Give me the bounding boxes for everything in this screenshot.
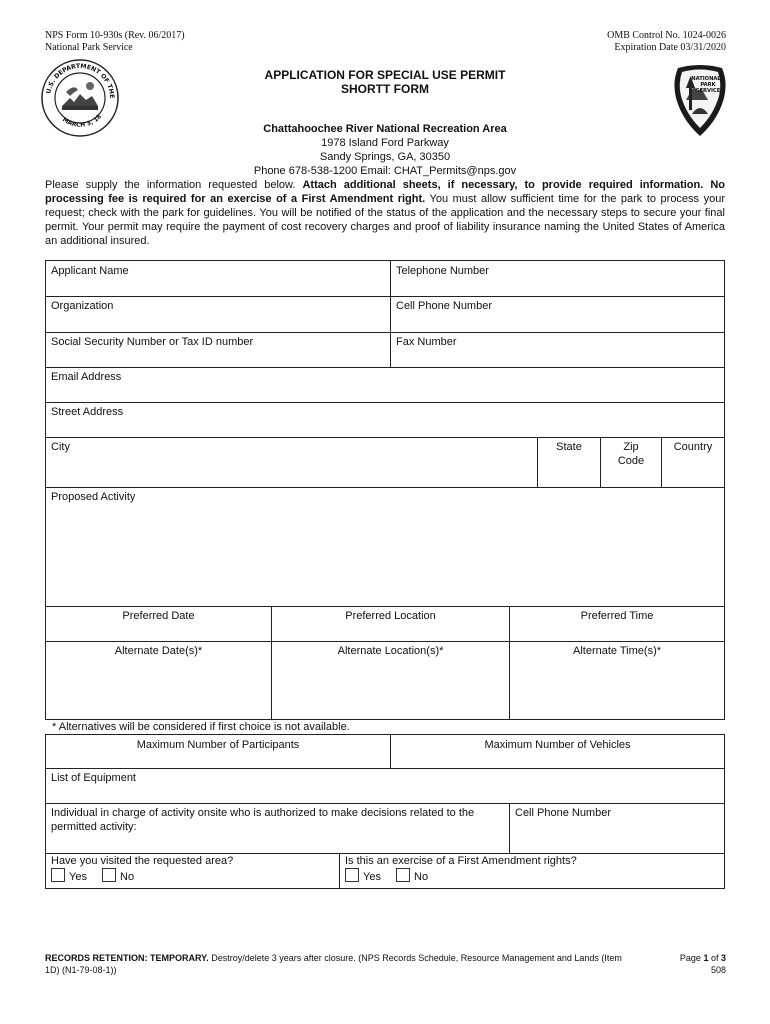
telephone-label: Telephone Number: [396, 265, 489, 277]
alternates-note: * Alternatives will be considered if first choice is not available.: [52, 721, 350, 733]
ssn-tax-id-field[interactable]: [45, 332, 391, 368]
expiration-date: Expiration Date 03/31/2020: [614, 42, 726, 53]
intro-lead: Please supply the information requested below.: [45, 179, 296, 191]
page-info: [660, 952, 726, 976]
seal-date-text: MARCH 3, 18: [60, 113, 104, 129]
proposed-activity-label: Proposed Activity: [51, 491, 136, 503]
park-contact: Phone 678-538-1200 Email: CHAT_Permits@nps.gov: [253, 165, 517, 177]
first-amendment-no-checkbox[interactable]: [396, 868, 410, 882]
intro-rest: You must allow sufficient time for the park to process your request; check with the park for guidelines. You will be notified of the status of the application and the necessary steps to secure your final permit. Your permit may require the payment of cost recovery charges and proof of liability insurance naming the United States of America an additional insured.: [45, 193, 725, 247]
records-retention-footer: [45, 952, 630, 976]
park-address-line-2: Sandy Springs, GA, 30350: [319, 151, 451, 163]
preferred-time-label: Preferred Time: [580, 610, 654, 622]
preferred-time-field[interactable]: [509, 606, 725, 642]
zip-label: Zip: [623, 441, 639, 453]
intro-paragraph: [45, 178, 725, 248]
page-number: [660, 952, 726, 964]
email-label: Email Address: [51, 371, 122, 383]
email-field[interactable]: [45, 367, 725, 403]
code-label: Code: [617, 455, 645, 467]
telephone-field[interactable]: [390, 260, 725, 297]
fax-field[interactable]: [390, 332, 725, 368]
form-number: NPS Form 10-930s (Rev. 06/2017): [45, 30, 185, 41]
logo-line-1: NATIONAL: [691, 76, 721, 82]
cell-phone-field[interactable]: [390, 296, 725, 333]
individual-in-charge-label: Individual in charge of activity onsite who is authorized to make decisions related to the permitted activity:: [51, 807, 475, 833]
visited-yes-label: Yes: [69, 871, 87, 883]
park-name: Chattahoochee River National Recreation Area: [263, 123, 507, 135]
max-participants-field[interactable]: [45, 734, 391, 769]
form-title: APPLICATION FOR SPECIAL USE PERMIT: [264, 68, 506, 82]
organization-field[interactable]: [45, 296, 391, 333]
form-header-right: [607, 30, 726, 54]
visited-no-label: No: [120, 871, 135, 883]
page-of: of: [708, 953, 721, 963]
visited-no-checkbox[interactable]: [102, 868, 116, 882]
page-current: 1: [703, 953, 709, 963]
form-subtitle: SHORTT FORM: [341, 82, 429, 96]
intro-bold: Attach additional sheets, if necessary, to provide required information. No processing fee is required for an exercise of a First Amendment right.: [45, 179, 725, 205]
fax-label: Fax Number: [396, 336, 457, 348]
form-header-left: [45, 30, 185, 54]
max-vehicles-field[interactable]: [390, 734, 725, 769]
ssn-tax-id-label: Social Security Number or Tax ID number: [51, 336, 254, 348]
applicant-name-label: Applicant Name: [51, 265, 129, 277]
organization-label: Organization: [51, 300, 114, 312]
preferred-location-label: Preferred Location: [345, 610, 436, 622]
alternate-times-label: Alternate Time(s)*: [572, 645, 662, 657]
page-total: 3: [720, 953, 726, 963]
first-amendment-field: [339, 853, 725, 889]
zip-code-field[interactable]: [600, 437, 662, 488]
individual-in-charge-field[interactable]: [45, 803, 510, 854]
max-vehicles-label: Maximum Number of Vehicles: [484, 739, 631, 751]
omb-control-number: OMB Control No. 1024-0026: [607, 30, 726, 41]
alternate-locations-field[interactable]: [271, 641, 510, 720]
state-field[interactable]: [537, 437, 601, 488]
page-prefix: Page: [679, 953, 704, 963]
country-field[interactable]: [661, 437, 725, 488]
first-amendment-yes-option[interactable]: [345, 868, 381, 884]
street-address-label: Street Address: [51, 406, 124, 418]
alternate-times-field[interactable]: [509, 641, 725, 720]
form-code: 508: [710, 965, 726, 975]
preferred-date-field[interactable]: [45, 606, 272, 642]
form-title-block: [0, 68, 770, 178]
visited-area-field: [45, 853, 340, 889]
applicant-name-field[interactable]: [45, 260, 391, 297]
logo-line-3: SERVICE: [695, 88, 721, 94]
park-address-line-1: 1978 Island Ford Parkway: [321, 137, 449, 149]
individual-cell-label: Cell Phone Number: [515, 807, 611, 819]
first-amendment-yes-checkbox[interactable]: [345, 868, 359, 882]
city-label: City: [51, 441, 70, 453]
preferred-location-field[interactable]: [271, 606, 510, 642]
visited-yes-option[interactable]: [51, 868, 87, 884]
alternate-dates-label: Alternate Date(s)*: [114, 645, 203, 657]
individual-cell-field[interactable]: [509, 803, 725, 854]
first-amendment-no-option[interactable]: [396, 868, 428, 884]
alternate-dates-field[interactable]: [45, 641, 272, 720]
max-participants-label: Maximum Number of Participants: [136, 739, 300, 751]
proposed-activity-field[interactable]: [45, 487, 725, 607]
visited-area-question: Have you visited the requested area?: [51, 855, 234, 867]
equipment-label: List of Equipment: [51, 772, 136, 784]
logo-line-2: PARK: [700, 82, 716, 88]
equipment-field[interactable]: [45, 768, 725, 804]
alternate-locations-label: Alternate Location(s)*: [337, 645, 444, 657]
visited-yes-checkbox[interactable]: [51, 868, 65, 882]
first-amendment-question: Is this an exercise of a First Amendment rights?: [345, 855, 577, 867]
retention-label: RECORDS RETENTION: TEMPORARY.: [45, 953, 209, 963]
visited-no-option[interactable]: [102, 868, 134, 884]
first-amendment-no-label: No: [414, 871, 429, 883]
country-label: Country: [673, 441, 713, 453]
state-label: State: [556, 441, 582, 453]
cell-phone-label: Cell Phone Number: [396, 300, 492, 312]
retention-text: Destroy/delete 3 years after closure. (NPS Records Schedule, Resource Management and Lands (Item 1D) (N1-79-08-1)): [45, 953, 622, 975]
agency-name: National Park Service: [45, 42, 133, 53]
street-address-field[interactable]: [45, 402, 725, 438]
city-field[interactable]: [45, 437, 538, 488]
preferred-date-label: Preferred Date: [122, 610, 195, 622]
first-amendment-yes-label: Yes: [363, 871, 381, 883]
seal-ring-text: U.S. DEPARTMENT OF THE: [45, 62, 116, 99]
